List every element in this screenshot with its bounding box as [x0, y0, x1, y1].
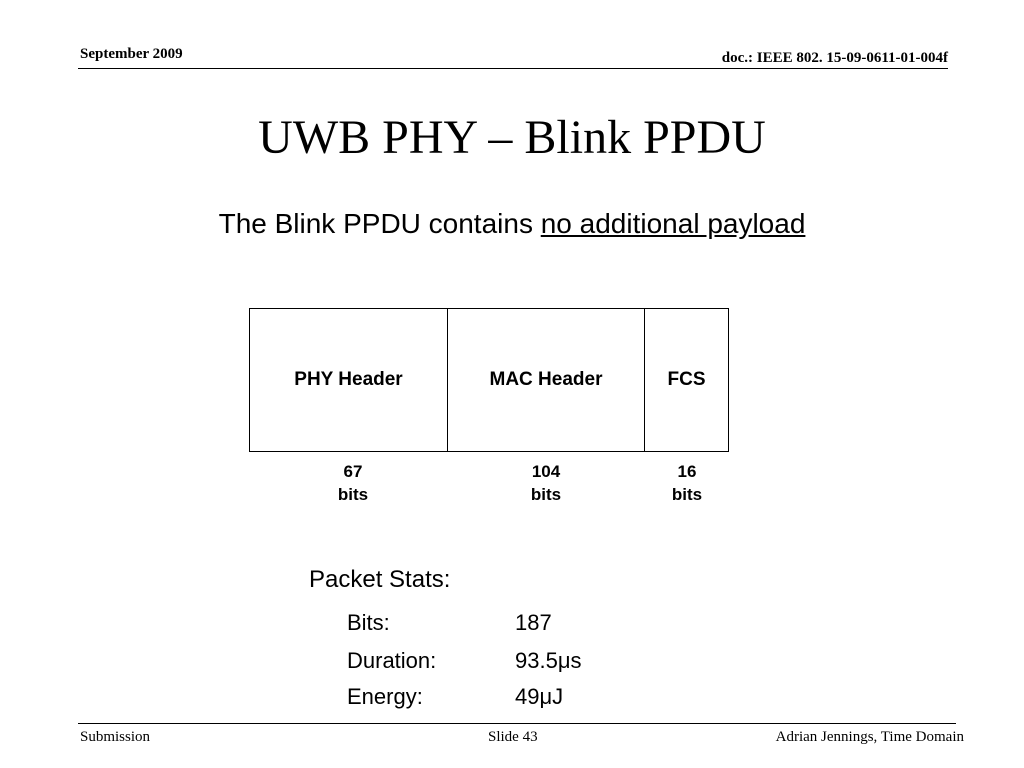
- ppdu-frame-diagram: [249, 308, 729, 452]
- stat-label: Bits:: [347, 610, 390, 635]
- subtitle-prefix: The Blink PPDU contains: [218, 208, 541, 239]
- stat-label: Energy:: [347, 684, 423, 709]
- stat-row-duration: [347, 648, 582, 674]
- stat-row-energy: [347, 684, 563, 710]
- header-rule: [78, 68, 948, 69]
- bits-mac-header: [506, 460, 586, 506]
- stat-label: Duration:: [347, 648, 437, 673]
- bits-phy-header: [313, 460, 393, 506]
- field-mac-header: MAC Header: [448, 309, 645, 451]
- bits-mac-header-value: 104: [531, 462, 561, 481]
- header-date: September 2009: [80, 46, 183, 62]
- bits-fcs-value: 16: [677, 462, 697, 481]
- header-doc-id: doc.: IEEE 802. 15-09-0611-01-004f: [721, 50, 948, 66]
- footer-submission: Submission: [80, 729, 151, 745]
- bits-phy-header-value: 67: [343, 462, 363, 481]
- stat-row-bits: [347, 610, 552, 636]
- stat-value: 187: [515, 610, 552, 635]
- slide-title: UWB PHY – Blink PPDU: [258, 111, 766, 164]
- stat-value: 49μJ: [515, 684, 564, 709]
- footer-rule: [78, 723, 956, 724]
- footer-author: Adrian Jennings, Time Domain: [775, 729, 964, 745]
- field-fcs: FCS: [667, 369, 706, 390]
- subtitle-emphasis: no additional payload: [540, 208, 806, 239]
- slide-subtitle: [0, 208, 1024, 240]
- packet-stats-title: Packet Stats:: [309, 566, 451, 593]
- footer-slide-number: Slide 43: [488, 729, 538, 745]
- bits-fcs: [647, 460, 727, 506]
- stat-value: 93.5μs: [515, 648, 582, 673]
- bits-phy-header-unit: bits: [337, 485, 369, 504]
- bits-fcs-unit: bits: [671, 485, 703, 504]
- field-phy-header: PHY Header: [250, 309, 448, 451]
- bits-mac-header-unit: bits: [530, 485, 562, 504]
